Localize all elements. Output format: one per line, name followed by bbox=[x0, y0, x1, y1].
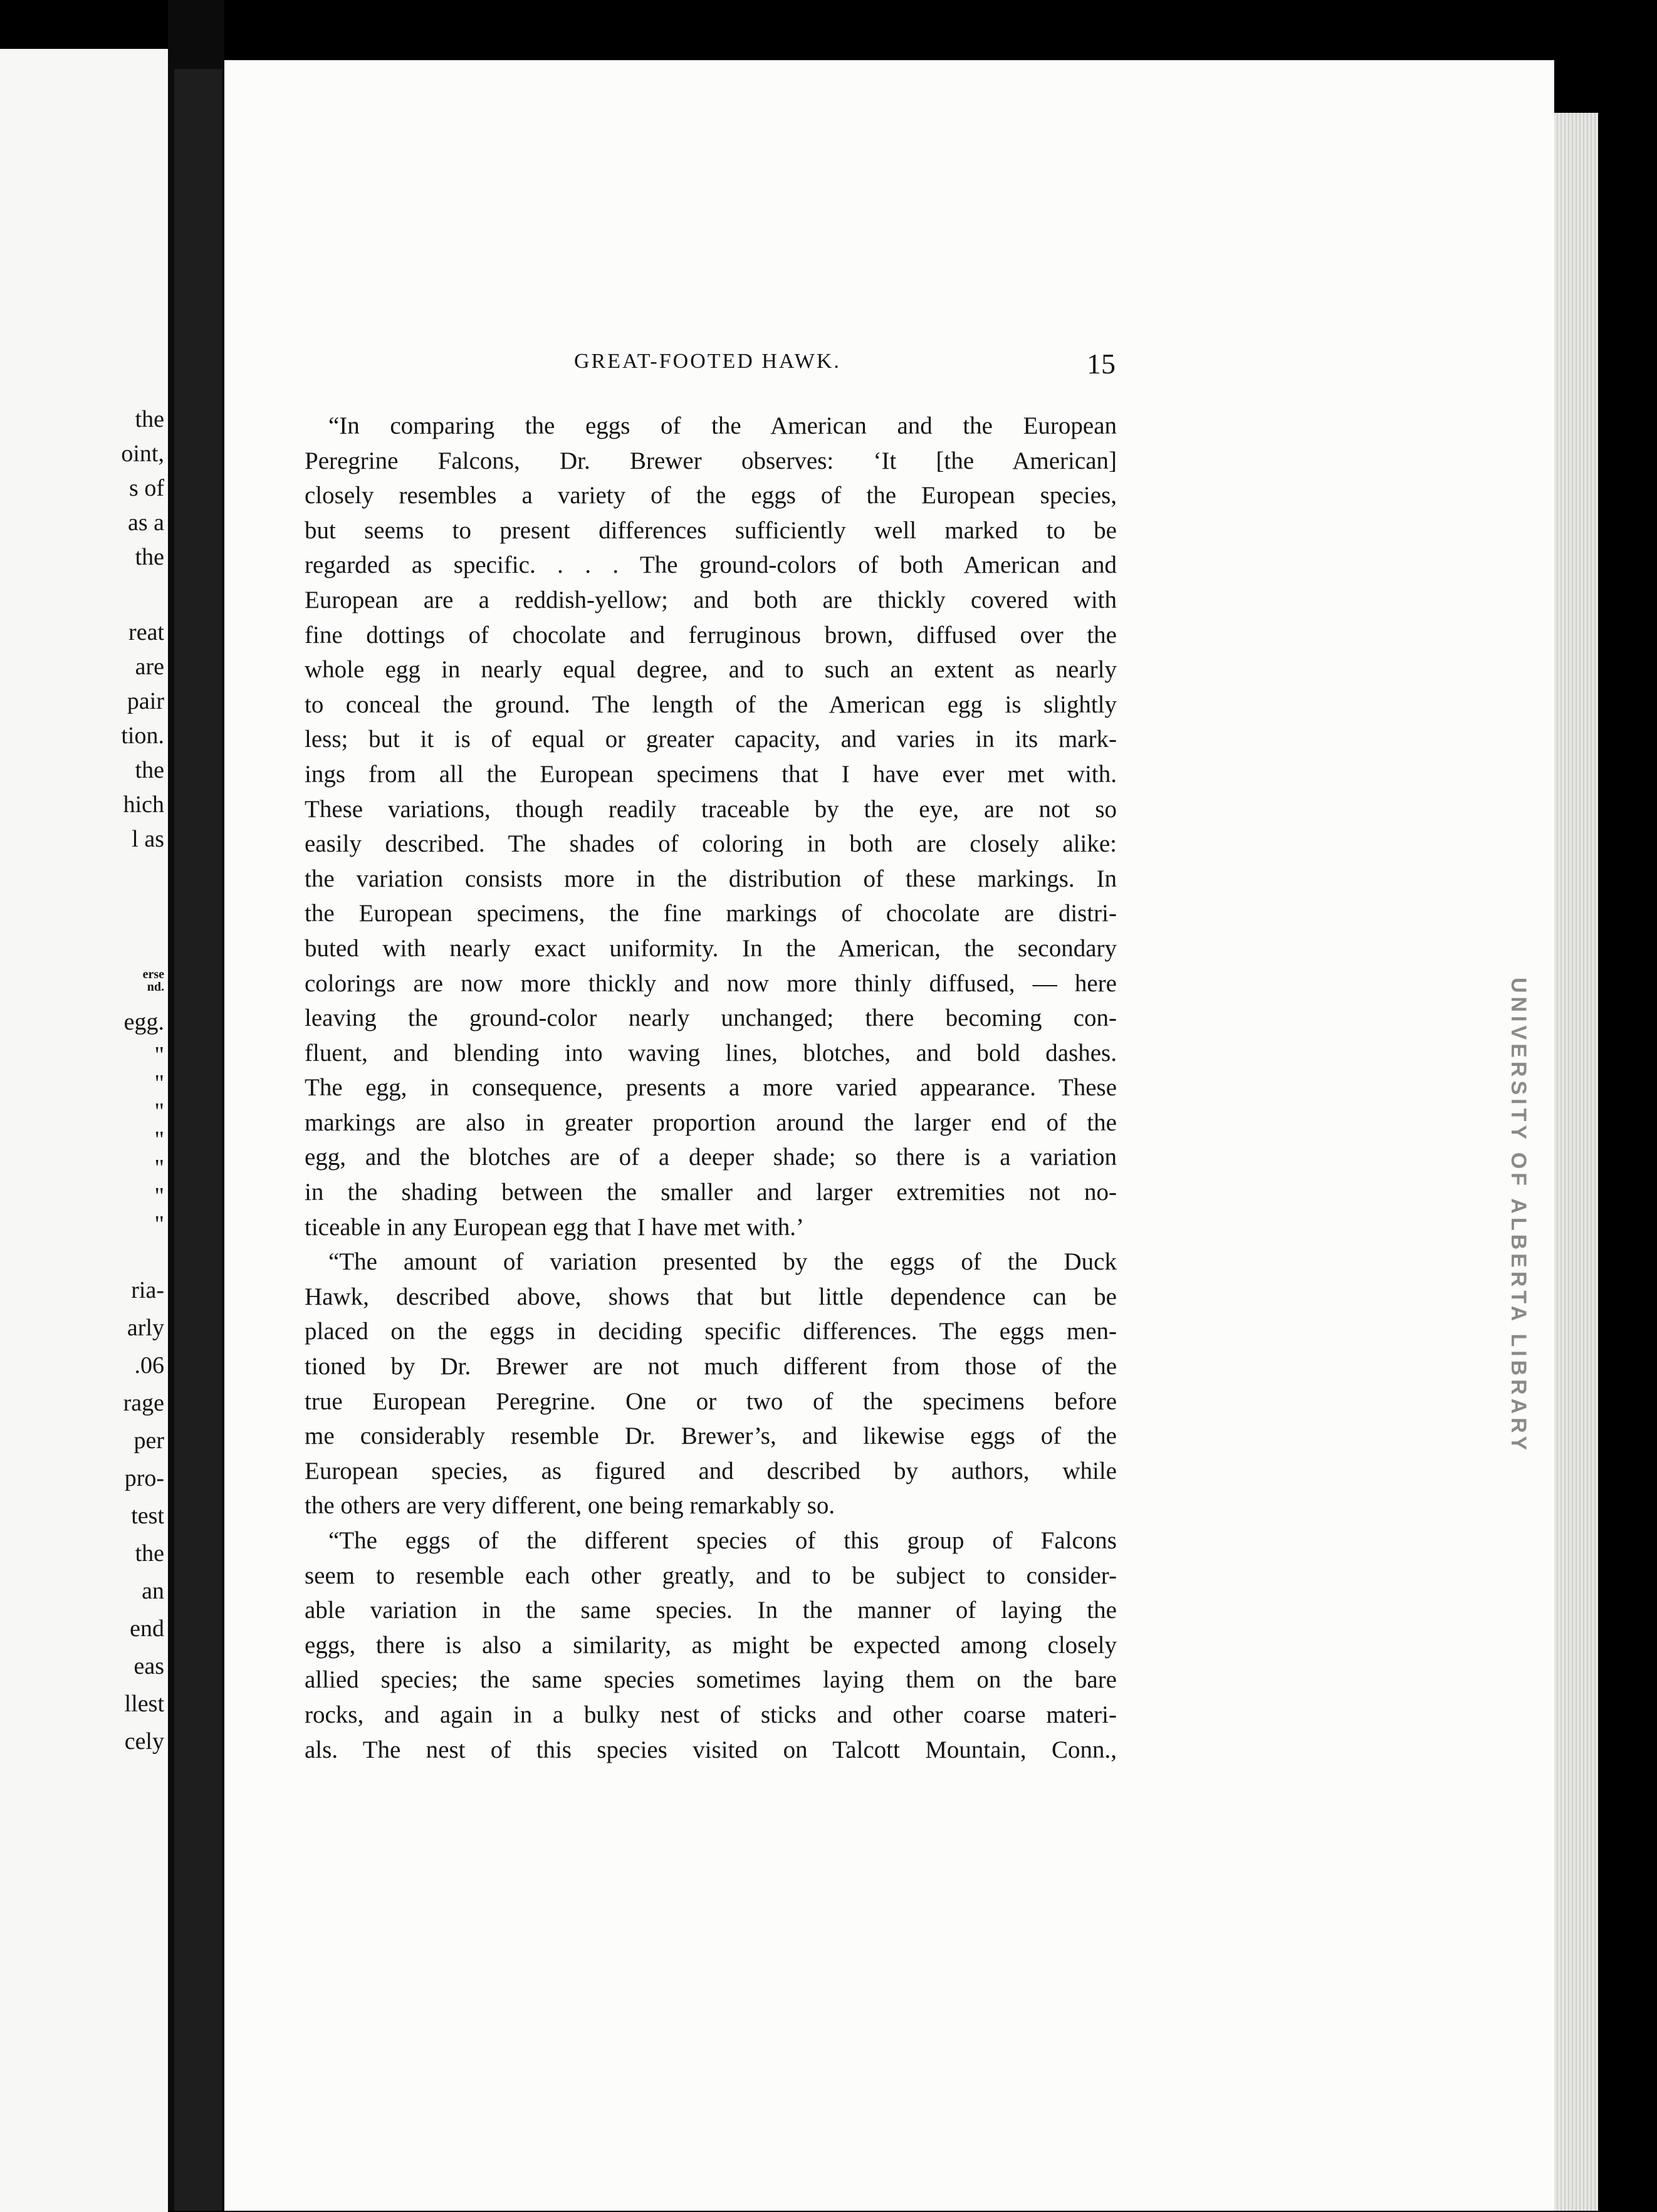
left-page-line: s of bbox=[129, 475, 164, 501]
text-line: regarded as specific. . . . The ground-colors of both American and bbox=[305, 551, 1117, 579]
text-line: “In comparing the eggs of the American and the European bbox=[328, 412, 1117, 439]
text-line: als. The nest of this species visited on Talcott Mountain, Conn., bbox=[305, 1736, 1117, 1763]
text-line: Peregrine Falcons, Dr. Brewer observes: ‘It [the American] bbox=[305, 447, 1117, 474]
body-text bbox=[305, 409, 1117, 1767]
text-line: buted with nearly exact uniformity. In the American, the secondary bbox=[305, 934, 1117, 962]
text-line: to conceal the ground. The length of the American egg is slightly bbox=[305, 691, 1117, 718]
library-stamp-text: UNIVERSITY OF ALBERTA LIBRARY bbox=[1507, 978, 1530, 1454]
left-page-line: tion. bbox=[121, 723, 164, 749]
text-line: the European specimens, the fine markings of chocolate are distri- bbox=[305, 900, 1117, 927]
text-line: but seems to present differences sufficiently well marked to be bbox=[305, 516, 1117, 544]
left-page-line: " bbox=[154, 1042, 164, 1068]
text-line: ings from all the European specimens that I have ever met with. bbox=[305, 760, 1117, 788]
left-page-line: cely bbox=[124, 1728, 164, 1755]
left-page-line: hich bbox=[123, 791, 164, 818]
left-page-line: " bbox=[154, 1183, 164, 1209]
left-page-line: " bbox=[154, 1070, 164, 1097]
left-page-line: arly bbox=[127, 1315, 164, 1341]
text-line: in the shading between the smaller and larger extremities not no- bbox=[305, 1179, 1117, 1206]
left-page-line: llest bbox=[124, 1691, 164, 1717]
text-line: egg, and the blotches are of a deeper shade; so there is a variation bbox=[305, 1144, 1117, 1171]
text-line: allied species; the same species sometimes laying them on the bare bbox=[305, 1666, 1117, 1694]
text-line: European are a reddish-yellow; and both are thickly covered with bbox=[305, 586, 1117, 613]
left-page-line: nd. bbox=[147, 980, 164, 994]
left-page-line: eas bbox=[133, 1653, 164, 1679]
left-page-line: oint, bbox=[121, 441, 164, 467]
previous-page-fragment bbox=[0, 49, 168, 2212]
left-page-line: per bbox=[133, 1427, 164, 1454]
text-line: These variations, though readily traceable by the eye, are not so bbox=[305, 795, 1117, 823]
text-line: fine dottings of chocolate and ferruginous brown, diffused over the bbox=[305, 621, 1117, 649]
text-line: me considerably resemble Dr. Brewer’s, and likewise eggs of the bbox=[305, 1422, 1117, 1450]
text-line: easily described. The shades of coloring in both are closely alike: bbox=[305, 830, 1117, 858]
left-page-line: egg. bbox=[123, 1009, 164, 1035]
left-page-line: ria- bbox=[131, 1277, 164, 1303]
left-page-line: pro- bbox=[124, 1465, 164, 1491]
left-page-line: the bbox=[135, 1540, 164, 1567]
text-line: leaving the ground-color nearly unchanged; there becoming con- bbox=[305, 1004, 1117, 1032]
text-line: fluent, and blending into waving lines, blotches, and bold dashes. bbox=[305, 1039, 1117, 1067]
text-line: closely resembles a variety of the eggs of the European species, bbox=[305, 482, 1117, 509]
left-page-line: as a bbox=[127, 509, 164, 536]
left-page-line: the bbox=[135, 406, 164, 432]
text-line: tioned by Dr. Brewer are not much different from those of the bbox=[305, 1353, 1117, 1380]
left-page-line: rage bbox=[123, 1390, 164, 1416]
library-stamp bbox=[1474, 978, 1530, 1454]
text-line: less; but it is of equal or greater capacity, and varies in its mark- bbox=[305, 726, 1117, 753]
left-page-line: are bbox=[135, 654, 164, 680]
text-line: “The amount of variation presented by the eggs of the Duck bbox=[328, 1248, 1117, 1276]
text-line: rocks, and again in a bulky nest of sticks and other coarse materi- bbox=[305, 1701, 1117, 1728]
left-page-line: .06 bbox=[134, 1352, 164, 1379]
left-page-line: " bbox=[154, 1211, 164, 1238]
text-line: seem to resemble each other greatly, and to be subject to consider- bbox=[305, 1562, 1117, 1589]
left-page-line: reat bbox=[128, 619, 164, 645]
left-page-line: erse bbox=[142, 968, 164, 981]
left-page-line: " bbox=[154, 1098, 164, 1125]
gutter-shadow bbox=[174, 69, 222, 2211]
page-number: 15 bbox=[1087, 348, 1116, 380]
left-page-line: the bbox=[135, 544, 164, 570]
text-line: able variation in the same species. In the manner of laying the bbox=[305, 1597, 1117, 1624]
text-line: the variation consists more in the distribution of these markings. In bbox=[305, 865, 1117, 892]
page-edges bbox=[1554, 113, 1598, 2211]
text-line: European species, as figured and described by authors, while bbox=[305, 1457, 1117, 1484]
text-line: ticeable in any European egg that I have met with.’ bbox=[305, 1213, 805, 1241]
text-line: The egg, in consequence, presents a more varied appearance. These bbox=[305, 1074, 1117, 1102]
text-line: true European Peregrine. One or two of the specimens before bbox=[305, 1387, 1117, 1415]
text-line: placed on the eggs in deciding specific differences. The eggs men- bbox=[305, 1318, 1117, 1345]
left-page-line: " bbox=[154, 1127, 164, 1153]
text-line: eggs, there is also a similarity, as might be expected among closely bbox=[305, 1631, 1117, 1659]
left-page-line: an bbox=[142, 1578, 164, 1604]
text-line: whole egg in nearly equal degree, and to such an extent as nearly bbox=[305, 656, 1117, 684]
text-line: “The eggs of the different species of this group of Falcons bbox=[328, 1527, 1117, 1554]
left-page-line: test bbox=[131, 1503, 164, 1529]
text-line: the others are very different, one being remarkably so. bbox=[305, 1492, 835, 1520]
text-line: markings are also in greater proportion around the larger end of the bbox=[305, 1109, 1117, 1136]
left-page-line: pair bbox=[127, 688, 164, 714]
left-page-line: " bbox=[154, 1155, 164, 1181]
left-page-line: end bbox=[130, 1615, 164, 1642]
text-line: colorings are now more thickly and now more thinly diffused, — here bbox=[305, 969, 1117, 997]
left-page-line: the bbox=[135, 757, 164, 783]
running-header: GREAT-FOOTED HAWK. bbox=[574, 350, 841, 373]
text-line: Hawk, described above, shows that but little dependence can be bbox=[305, 1283, 1117, 1310]
left-page-line: l as bbox=[132, 826, 164, 852]
